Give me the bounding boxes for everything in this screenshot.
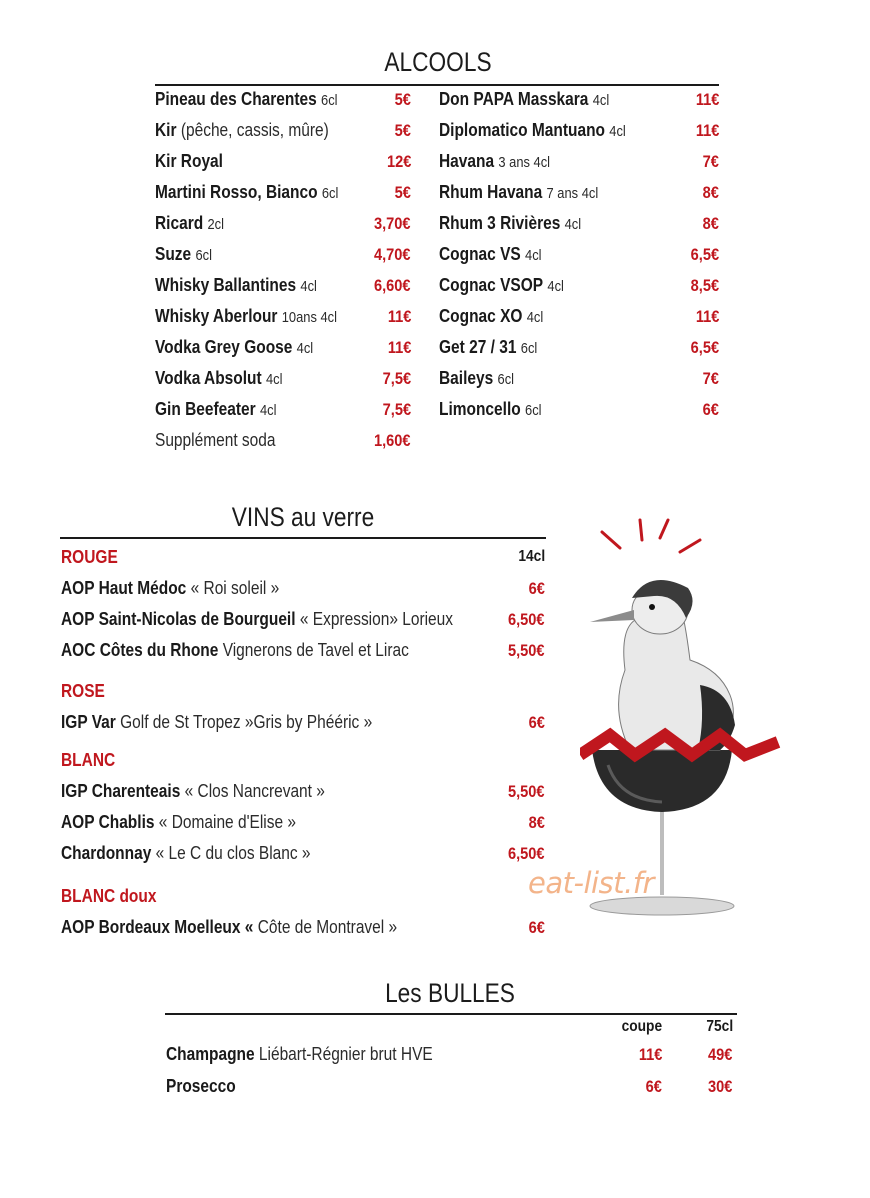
item-name: IGP Charenteais xyxy=(61,781,181,801)
menu-row xyxy=(439,399,558,420)
item-name: Whisky Aberlour xyxy=(155,306,278,326)
item-price: 4,70€ xyxy=(374,245,411,264)
bulles-rule xyxy=(165,1013,737,1015)
item-name: Suze xyxy=(155,244,192,264)
category-rouge: ROUGE xyxy=(61,547,118,567)
menu-row xyxy=(439,306,560,327)
item-price: 11€ xyxy=(638,1045,662,1064)
menu-row xyxy=(439,337,553,358)
menu-row xyxy=(61,609,517,630)
item-detail: (pêche, cassis, mûre) xyxy=(180,120,329,140)
menu-row xyxy=(61,843,351,864)
item-name: Don PAPA Masskara xyxy=(439,89,589,109)
item-price: 6,60€ xyxy=(374,276,411,295)
menu-row xyxy=(61,781,368,802)
item-detail: 2cl xyxy=(207,216,225,233)
menu-row xyxy=(155,120,357,141)
item-detail: 4cl xyxy=(609,123,626,140)
item-detail: « Expression» Lorieux xyxy=(299,609,454,629)
item-name: Martini Rosso, Bianco xyxy=(155,182,318,202)
menu-row xyxy=(155,182,368,203)
menu-row xyxy=(155,368,303,389)
menu-row xyxy=(439,120,656,141)
menu-row xyxy=(439,151,568,172)
item-name: Limoncello xyxy=(439,399,521,419)
bulles-coupe-header: coupe xyxy=(621,1018,662,1035)
item-name: Champagne xyxy=(166,1044,255,1064)
item-price: 11€ xyxy=(387,307,411,326)
item-price: 5€ xyxy=(394,121,411,140)
item-detail: Côte de Montravel » xyxy=(257,917,398,937)
item-price: 6€ xyxy=(645,1077,662,1096)
item-detail: 6cl xyxy=(321,185,339,202)
menu-row xyxy=(155,399,296,420)
item-price: 5€ xyxy=(394,183,411,202)
item-detail: 4cl xyxy=(547,278,564,295)
item-name: Prosecco xyxy=(166,1076,236,1096)
vins-rule xyxy=(60,537,546,539)
menu-row xyxy=(439,244,558,265)
item-detail: 6cl xyxy=(525,402,542,419)
item-price: 11€ xyxy=(387,338,411,357)
item-detail: 7 ans 4cl xyxy=(546,185,599,202)
item-price: 1,60€ xyxy=(374,431,411,450)
item-name: AOC Côtes du Rhone xyxy=(61,640,219,660)
item-price: 5€ xyxy=(394,90,411,109)
menu-row xyxy=(166,1044,476,1065)
item-price: 5,50€ xyxy=(508,782,545,801)
item-price: 6,5€ xyxy=(690,338,719,357)
item-price: 6,50€ xyxy=(508,610,545,629)
menu-row xyxy=(155,151,234,172)
item-detail: 4cl xyxy=(296,340,314,357)
item-price: 6,5€ xyxy=(690,245,719,264)
item-name: Whisky Ballantines xyxy=(155,275,297,295)
menu-row xyxy=(61,812,334,833)
menu-row xyxy=(155,337,339,358)
item-detail: 4cl xyxy=(300,278,317,295)
alcools-rule xyxy=(155,84,719,86)
item-detail: 4cl xyxy=(526,309,544,326)
menu-row xyxy=(155,275,343,296)
item-price: 7,5€ xyxy=(382,400,411,419)
item-detail: 6cl xyxy=(321,92,338,109)
item-name: Kir xyxy=(155,120,177,140)
item-price: 5,50€ xyxy=(508,641,545,660)
item-detail: 4cl xyxy=(592,92,610,109)
item-price: 7€ xyxy=(702,369,719,388)
item-detail: 4cl xyxy=(564,216,582,233)
item-name: Rhum 3 Rivières xyxy=(439,213,561,233)
item-detail: 6cl xyxy=(195,247,212,264)
item-detail: Golf de St Tropez »Gris by Phééric » xyxy=(120,712,373,732)
item-price: 6€ xyxy=(702,400,719,419)
item-price-bottle: 30€ xyxy=(707,1077,732,1096)
item-price: 11€ xyxy=(695,90,719,109)
item-price: 8€ xyxy=(702,183,719,202)
menu-row xyxy=(439,182,624,203)
item-detail: 10ans 4cl xyxy=(281,309,337,326)
menu-row xyxy=(155,430,295,451)
item-price: 7€ xyxy=(702,152,719,171)
menu-row xyxy=(61,578,315,599)
item-name: AOP Haut Médoc xyxy=(61,578,187,598)
vins-size-header: 14cl xyxy=(518,548,545,565)
item-name: Ricard xyxy=(155,213,204,233)
menu-row xyxy=(166,1076,247,1097)
item-price-bottle: 49€ xyxy=(707,1045,732,1064)
item-name: Kir Royal xyxy=(155,151,223,171)
item-name: Cognac XO xyxy=(439,306,523,326)
item-price: 8€ xyxy=(702,214,719,233)
item-detail: 6cl xyxy=(497,371,515,388)
item-name: Vodka Absolut xyxy=(155,368,262,388)
item-name: Diplomatico Mantuano xyxy=(439,120,605,140)
item-detail: 4cl xyxy=(259,402,277,419)
item-price: 6,50€ xyxy=(508,844,545,863)
item-name: Cognac VSOP xyxy=(439,275,544,295)
item-detail: 4cl xyxy=(525,247,542,264)
item-detail: Vignerons de Tavel et Lirac xyxy=(222,640,409,660)
item-detail: « Clos Nancrevant » xyxy=(184,781,325,801)
item-name: Vodka Grey Goose xyxy=(155,337,293,357)
item-name: Havana xyxy=(439,151,495,171)
alcools-title: ALCOOLS xyxy=(384,47,492,77)
menu-row xyxy=(61,640,466,661)
item-name: Pineau des Charentes xyxy=(155,89,317,109)
menu-row xyxy=(155,89,367,110)
item-price: 11€ xyxy=(695,121,719,140)
item-name: Get 27 / 31 xyxy=(439,337,517,357)
item-detail: Liébart-Régnier brut HVE xyxy=(258,1044,433,1064)
item-price: 3,70€ xyxy=(374,214,411,233)
item-price: 12€ xyxy=(386,152,411,171)
item-price: 6€ xyxy=(528,713,545,732)
item-name: Rhum Havana xyxy=(439,182,543,202)
menu-row xyxy=(155,213,235,234)
item-price: 11€ xyxy=(695,307,719,326)
item-detail: « Domaine d'Elise » xyxy=(158,812,296,832)
item-price: 8,5€ xyxy=(690,276,719,295)
item-price: 6€ xyxy=(528,579,545,598)
item-name: Baileys xyxy=(439,368,494,388)
item-detail: 6cl xyxy=(520,340,538,357)
item-name: Chardonnay xyxy=(61,843,152,863)
menu-row xyxy=(439,89,637,110)
item-detail: « Le C du clos Blanc » xyxy=(155,843,311,863)
burst-lines xyxy=(602,520,700,552)
item-name: Gin Beefeater xyxy=(155,399,256,419)
vins-title: VINS au verre xyxy=(231,502,375,532)
category-blanc: BLANC xyxy=(61,750,116,770)
menu-row xyxy=(439,275,584,296)
item-name: AOP Bordeaux Moelleux « xyxy=(61,917,254,937)
category-blanc-doux: BLANC doux xyxy=(61,886,157,906)
bulles-75cl-header: 75cl xyxy=(706,1018,733,1035)
menu-row xyxy=(155,244,221,265)
item-name: Cognac VS xyxy=(439,244,521,264)
category-rose: ROSE xyxy=(61,681,105,701)
item-detail: 3 ans 4cl xyxy=(498,154,551,171)
menu-row xyxy=(439,368,526,389)
item-detail: « Roi soleil » xyxy=(190,578,280,598)
menu-row xyxy=(439,213,604,234)
item-price: 7,5€ xyxy=(382,369,411,388)
menu-row xyxy=(61,712,423,733)
item-detail: 4cl xyxy=(265,371,283,388)
item-detail: Supplément soda xyxy=(155,430,276,450)
item-price: 8€ xyxy=(528,813,545,832)
item-name: AOP Chablis xyxy=(61,812,155,832)
item-name: AOP Saint-Nicolas de Bourgueil xyxy=(61,609,296,629)
bulles-title: Les BULLES xyxy=(385,978,515,1008)
item-price: 6€ xyxy=(528,918,545,937)
item-name: IGP Var xyxy=(61,712,116,732)
menu-row xyxy=(155,306,367,327)
menu-row xyxy=(61,917,452,938)
watermark: eat-list.fr xyxy=(528,866,654,900)
